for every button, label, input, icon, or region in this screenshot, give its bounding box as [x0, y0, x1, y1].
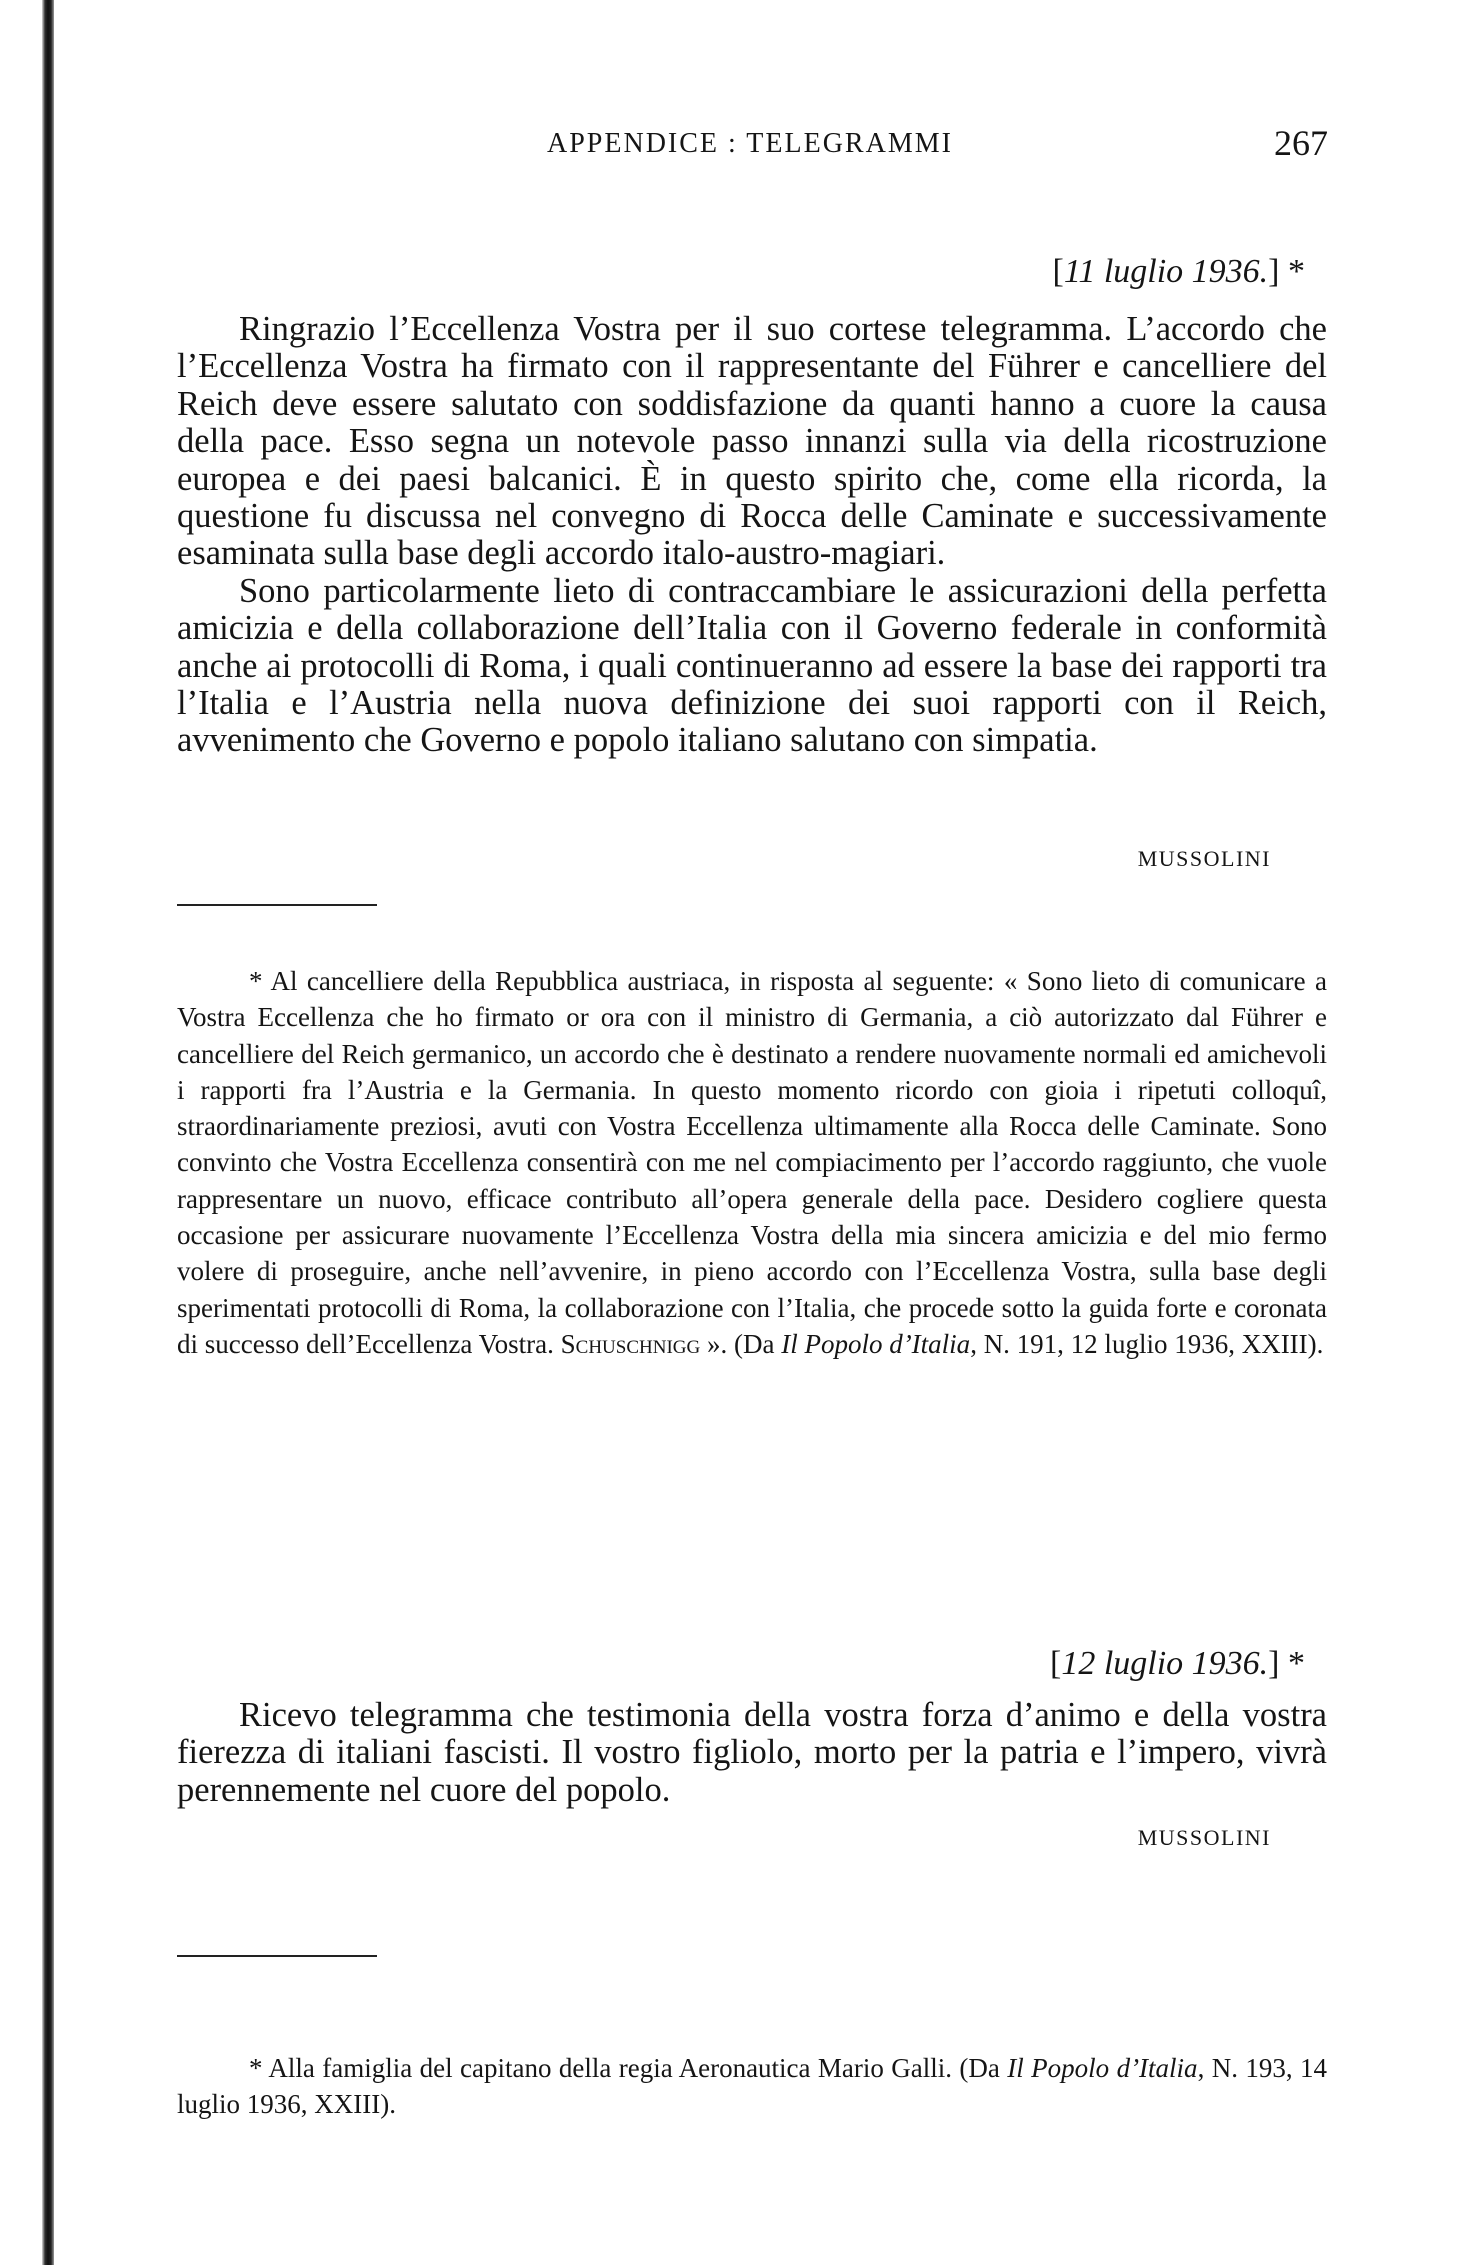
book-page — [177, 0, 1327, 2265]
page-number: 267 — [1274, 123, 1328, 163]
footnote-2: * Alla famiglia del capitano della regia Aeronautica Mario Galli. (Da Il Popolo d’Italia, N. 193, 14 luglio 1936, XXIII). — [177, 2053, 1327, 2120]
running-title: APPENDICE : TELEGRAMMI — [547, 128, 953, 159]
telegram-2-paragraph: Ricevo telegramma che testimonia della vostra forza d’animo e della vostra fierezza di italiani fascisti. Il vostro figliolo, morto per la patria e l’impero, vivrà perennemente nel cuore del popolo. — [177, 1696, 1327, 1809]
telegram-2-body — [177, 1697, 1327, 1809]
telegram-2-signature: MUSSOLINI — [1137, 1825, 1271, 1850]
running-head — [177, 122, 1327, 172]
telegram-1-body — [177, 311, 1327, 760]
footnote-rule — [177, 1955, 377, 1957]
telegram-1-signature: MUSSOLINI — [1137, 846, 1271, 871]
footnote-rule — [177, 904, 377, 906]
telegram-1-paragraph-1: Ringrazio l’Eccellenza Vostra per il suo cortese telegramma. L’accordo che l’Eccellenza Vostra ha firmato con il rappresentante del Führer e cancelliere del Reich deve essere salutato con soddisfazione da quanti hanno a cuore la causa della pace. Esso segna un notevole passo innanzi sulla via della ricostruzione europea e dei paesi balcanici. È in questo spirito che, come ella ricorda, la questione fu discussa nel convegno di Rocca delle Caminate e successivamente esaminata sulla base degli accordo italo-austro-magiari. — [177, 310, 1327, 573]
footnote-1-source: Il Popolo d’Italia — [781, 1328, 971, 1359]
book-spine-shadow — [42, 0, 54, 2265]
footnote-1-signer: Schuschnigg — [560, 1328, 701, 1359]
telegram-2-date: [12 luglio 1936.] * — [1050, 1645, 1305, 1682]
footnote-1: * Al cancelliere della Repubblica austriaca, in risposta al seguente: « Sono lieto di comunicare a Vostra Eccellenza che ho firmato or ora con il ministro di Germania, a ciò autorizzato dal Führer e cancelliere del Reich germanico, un accordo che è destinato a rendere nuovamente normali ed amichevoli i rapporti fra l’Austria e la Germania. In questo momento ricordo con gioia i ripetuti colloquî, straordinariamente preziosi, avuti con Vostra Eccellenza ultimamente alla Rocca delle Caminate. Sono convinto che Vostra Eccellenza consentirà con me nel compiacimento per l’accordo raggiunto, che vuole rappresentare un nuovo, efficace contributo all’opera generale della pace. Desidero cogliere questa occasione per assicurare nuovamente l’Eccellenza Vostra della mia sincera amicizia e del mio fermo volere di proseguire, anche nell’avvenire, in pieno accordo con l’Eccellenza Vostra, sulla base degli sperimentati protocolli di Roma, la collaborazione con l’Italia, che procede sotto la guida forte e coronata di successo dell’Eccellenza Vostra. Schuschnigg ». (Da Il Popolo d’Italia, N. 191, 12 luglio 1936, XXIII). — [177, 966, 1327, 1359]
telegram-1-paragraph-2: Sono particolarmente lieto di contraccambiare le assicurazioni della perfetta amicizia e della collaborazione dell’Italia con il Governo federale in conformità anche ai protocolli di Roma, i quali continueranno ad essere la base dei rapporti tra l’Italia e l’Austria nella nuova definizione dei suoi rapporti con il Reich, avvenimento che Governo e popolo italiano salutano con simpatia. — [177, 571, 1327, 760]
telegram-1-date: [11 luglio 1936.] * — [1052, 253, 1305, 290]
footnote-2-source: Il Popolo d’Italia — [1007, 2053, 1198, 2083]
